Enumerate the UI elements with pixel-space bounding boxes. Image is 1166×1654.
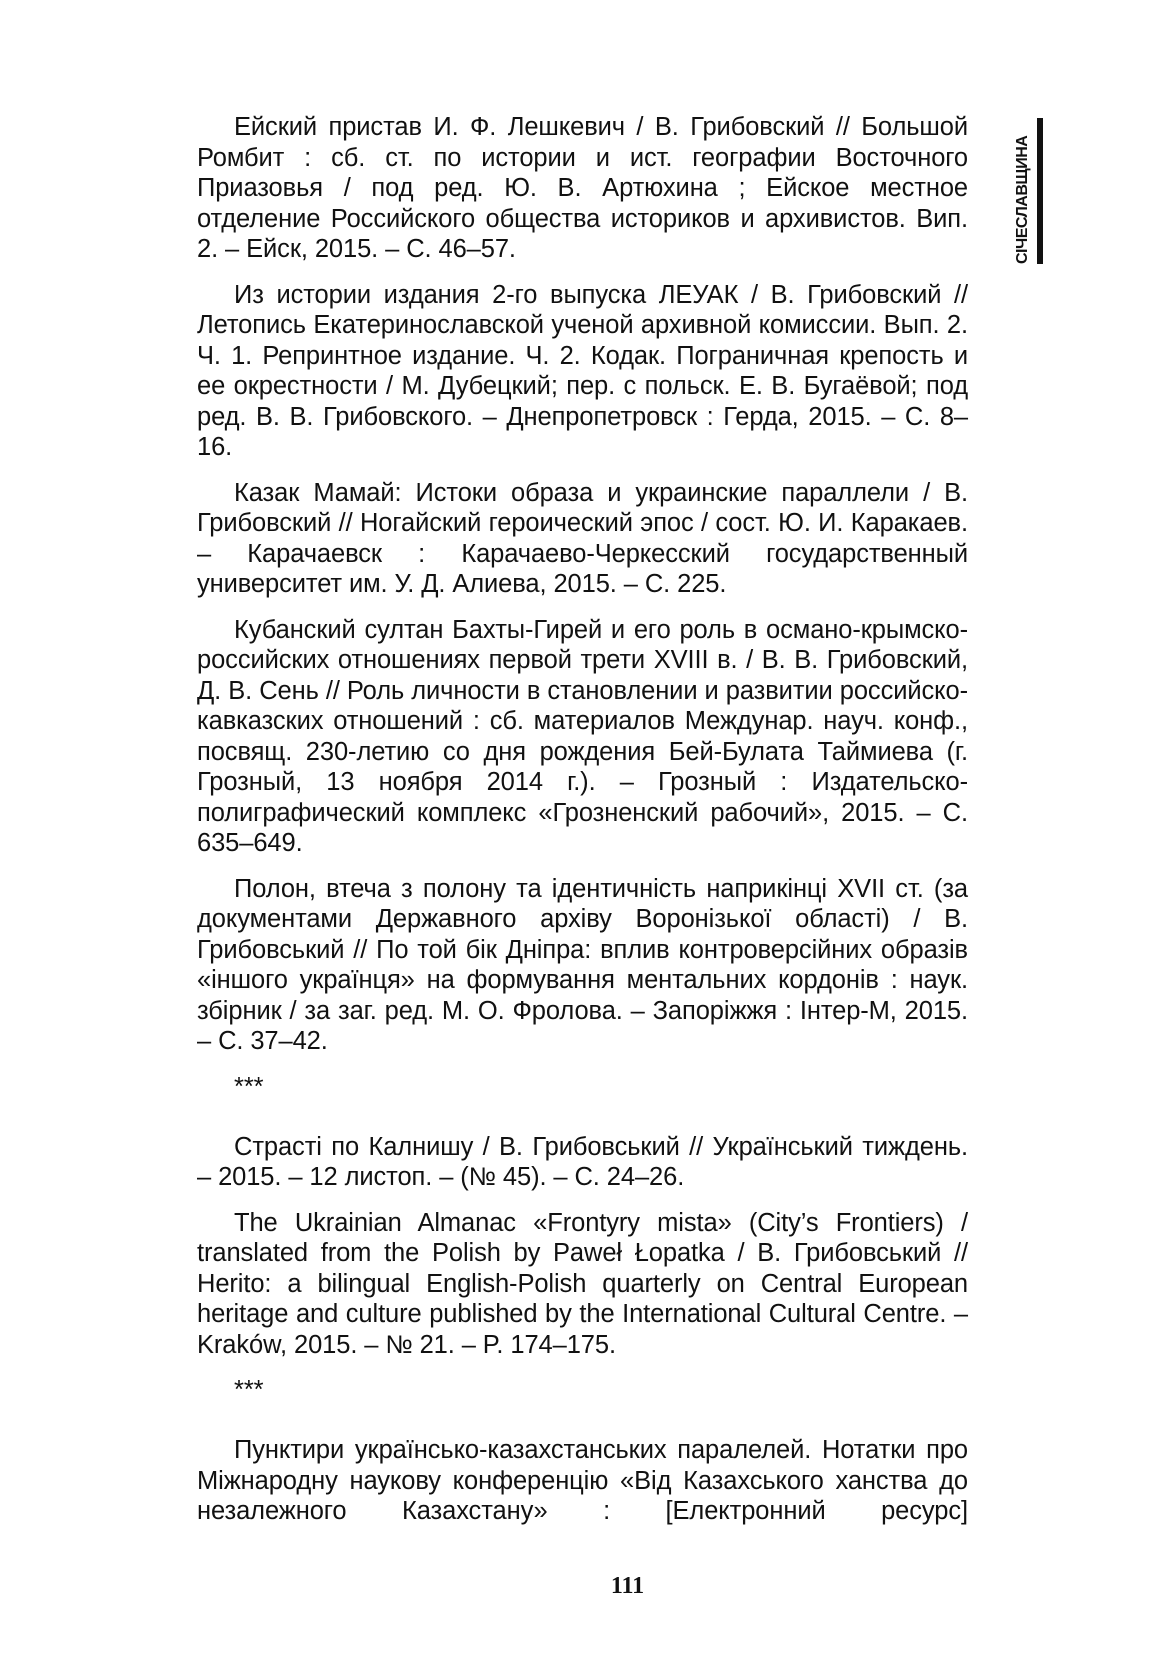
- logo-bar: [1037, 118, 1043, 264]
- bibliography-entry: Кубанский султан Бахты-Гирей и его роль в османо-крымско-российских отношениях первой трети XVIII в. / В. В. Грибовский, Д. В. Сень // Роль личности в становлении и развитии российско-кавказских отношений : сб. материалов Междунар. науч. конф., посвящ. 230-летию со дня рождения Бей-Булата Таймиева (г. Грозный, 13 ноября 2014 г.). – Грозный : Издательско-полиграфический комплекс «Грозненский рабочий», 2015. – С. 635–649.: [197, 615, 968, 857]
- bibliography-entry: Страсті по Калнишу / В. Грибовський // Український тиждень. – 2015. – 12 листоп. – (№ 45). – С. 24–26.: [197, 1132, 968, 1191]
- bibliography-entry: Пунктири українсько-казахстанських паралелей. Нотатки про Міжнародну наукову конференцію «Від Казахського ханства до незалежного Казахстану» : [Електронний ресурс]: [197, 1436, 968, 1525]
- section-separator: ***: [234, 1376, 264, 1404]
- bibliography-entry: Полон, втеча з полону та ідентичність наприкінці XVII ст. (за документами Державного архіву Воронізької області) / В. Грибовський // По той бік Дніпра: вплив контроверсійних образів «іншого українця» на формування ментальних кордонів : наук. збірник / за заг. ред. М. О. Фролова. – Запоріжжя : Інтер-М, 2015. – С. 37–42.: [197, 874, 968, 1055]
- bibliography-entry: Из истории издания 2-го выпуска ЛЕУАК / В. Грибовский // Летопись Екатеринославской ученой архивной комиссии. Вып. 2. Ч. 1. Репринтное издание. Ч. 2. Кодак. Пограничная крепость и ее окрестности / М. Дубецкий; пер. с польск. Е. В. Бугаёвой; под ред. В. В. Грибовского. – Днепропетровск : Герда, 2015. – С. 8–16.: [197, 280, 968, 461]
- bibliography-entry: The Ukrainian Almanac «Frontyry mista» (City’s Frontiers) / translated from the Polish by Paweł Łopatka / В. Грибовський // Herito: a bilingual English-Polish quarterly on Central European heritage and culture published by the International Cultural Centre. – Kraków, 2015. – № 21. – P. 174–175.: [197, 1208, 968, 1359]
- page-number: 111: [610, 1573, 645, 1599]
- section-separator: ***: [234, 1072, 264, 1101]
- bibliography-entry: Ейский пристав И. Ф. Лешкевич / В. Грибовский // Большой Ромбит : сб. ст. по истории и ист. географии Восточного Приазовья / под ред. Ю. В. Артюхина ; Ейское местное отделение Российского общества историков и архивистов. Вип. 2. – Ейск, 2015. – С. 46–57.: [197, 113, 968, 263]
- bibliography-list: [197, 112, 968, 1542]
- publication-logo: [1005, 118, 1041, 264]
- bibliography-entry: Казак Мамай: Истоки образа и украинские параллели / В. Грибовский // Ногайский героический эпос / сост. Ю. И. Каракаев. – Карачаевск : Карачаево-Черкесский государственный университет им. У. Д. Алиева, 2015. – С. 225.: [197, 478, 968, 598]
- logo-text: СІЧЕСЛАВЩИНА: [1014, 135, 1031, 264]
